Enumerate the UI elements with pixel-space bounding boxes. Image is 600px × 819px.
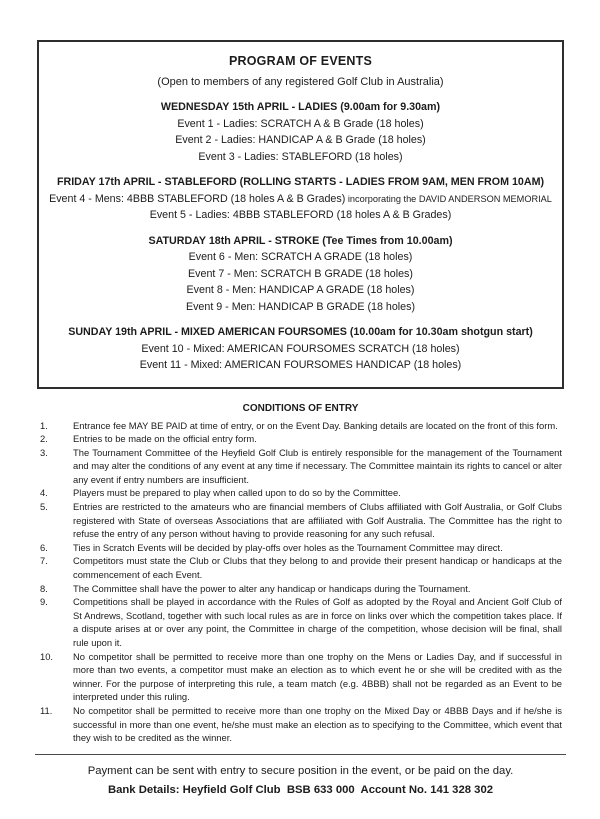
event-line: Event 11 - Mixed: AMERICAN FOURSOMES HANDICAP (18 holes) [139,359,462,371]
program-title: PROGRAM OF EVENTS [229,54,372,68]
conditions-title: CONDITIONS OF ENTRY [242,402,359,414]
event-text: Event 4 - Mens: 4BBB STABLEFORD (18 holes A & B Grades) [49,192,346,205]
condition-item-2 [37,432,564,446]
condition-number: 4. [40,487,48,499]
event-line: Event 9 - Men: HANDICAP B GRADE (18 holes) [185,300,416,313]
event-line: Event 2 - Ladies: HANDICAP A & B Grade (18 holes) [175,134,426,146]
condition-number: 11. [40,704,53,716]
condition-text: Ties in Scratch Events will be decided by play-offs over holes as the Tournament Committee may direct. [73,541,503,553]
condition-item-7 [37,554,564,581]
day-heading: SUNDAY 19th APRIL - MIXED AMERICAN FOURSOMES (10.00am for 10.30am shotgun start) [68,326,533,338]
condition-item-1 [37,419,564,433]
condition-text: No competitor shall be permitted to receive more than one trophy on the Mens or Ladies Day, and if successful in more than two events, a competitor must make an election as to which event he or she will be credited with as the winner. For the purpose of interpreting this rule, a team match (e.g. 4BBB) shall not be regarded as an Event to be interpreted under this ruling. [73,650,562,703]
day-group-saturday [45,233,556,316]
condition-text: The Committee shall have the power to alter any handicap or handicaps during the Tournament. [73,582,471,594]
event-line: Event 6 - Men: SCRATCH A GRADE (18 holes) [188,251,413,263]
condition-item-6 [37,541,564,555]
day-group-friday [45,174,556,224]
condition-number: 3. [40,446,48,458]
bank-details: Bank Details: Heyfield Golf Club BSB 633 000 Account No. 141 328 302 [107,783,494,796]
conditions-section [37,402,564,745]
condition-item-9 [37,595,564,649]
day-group-sunday [45,324,556,374]
condition-item-11 [37,704,564,745]
event-suffix: incorporating the DAVID ANDERSON MEMORIAL [345,193,552,204]
condition-item-3 [37,446,564,487]
condition-text: Players must be prepared to play when called upon to do so by the Committee. [73,487,401,499]
day-heading: SATURDAY 18th APRIL - STROKE (Tee Times from 10.00am) [148,234,453,247]
condition-item-10 [37,650,564,704]
event-line: Event 5 - Ladies: 4BBB STABLEFORD (18 holes A & B Grades) [149,209,452,221]
day-heading: WEDNESDAY 15th APRIL - LADIES (9.00am for 9.30am) [160,101,441,113]
condition-text: Competitions shall be played in accordance with the Rules of Golf as adopted by the Royal and Ancient Golf Club of St Andrews, Scotland, together with such local rules as are in force on links over which the competition takes place. If a dispute arises at or over any point, the Committee in charge of the competition, whose decision will be final, shall rule upon it. [73,596,562,648]
condition-number: 9. [40,596,48,608]
condition-number: 8. [40,582,48,594]
day-group-wednesday [45,99,556,165]
condition-text: Competitors must state the Club or Clubs that they belong to and provide their present handicap or handicaps at the commencement of each Event. [73,555,562,581]
program-of-events-box [37,40,564,389]
event-line: Event 7 - Men: SCRATCH B GRADE (18 holes) [188,267,413,280]
condition-item-4 [37,486,564,500]
footer-divider-line [35,754,566,755]
condition-text: Entries to be made on the official entry form. [73,433,257,445]
condition-text: Entrance fee MAY BE PAID at time of entry, or on the Event Day. Banking details are located on the front of this form. [73,419,558,431]
event-line: Event 1 - Ladies: SCRATCH A & B Grade (18 holes) [177,117,424,130]
payment-footer [37,762,564,800]
condition-text: No competitor shall be permitted to receive more than one trophy on the Mixed Day or 4BBB Days and if he/she is successful in more than one event, he/she must make an election as to specifying to the Committee, which event that they wish to be credited as the winner. [73,704,562,744]
condition-number: 7. [40,555,48,567]
condition-item-8 [37,582,564,596]
condition-number: 6. [40,541,48,553]
event-line: Event 3 - Ladies: STABLEFORD (18 holes) [198,150,403,163]
payment-instruction: Payment can be sent with entry to secure position in the event, or be paid on the day. [87,764,514,777]
condition-number: 5. [40,501,48,513]
condition-text: Entries are restricted to the amateurs who are financial members of Clubs affiliated with Golf Australia, or Golf Clubs registered with State of overseas Associations that are affiliated with Golf Australia. The Committee has the right to refuse the entry of any person without having to provide reasoning for any such refusal. [73,501,562,540]
condition-number: 10. [40,650,54,662]
condition-number: 1. [40,419,48,431]
condition-text: The Tournament Committee of the Heyfield Golf Club is entirely responsible for the management of the Tournament and may alter the conditions of any event at any time if necessary. The Committee maintain its rights to cancel or alter any event if entry numbers are insufficient. [73,446,562,485]
day-heading: FRIDAY 17th APRIL - STABLEFORD (ROLLING STARTS - LADIES FROM 9AM, MEN FROM 10AM) [56,176,545,188]
event-line: Event 10 - Mixed: AMERICAN FOURSOMES SCRATCH (18 holes) [141,342,460,355]
event-line: Event 8 - Men: HANDICAP A GRADE (18 holes) [186,284,415,296]
condition-item-5 [37,500,564,541]
event-line [41,191,560,208]
condition-number: 2. [40,433,48,445]
program-subtitle: (Open to members of any registered Golf Club in Australia) [157,76,444,88]
